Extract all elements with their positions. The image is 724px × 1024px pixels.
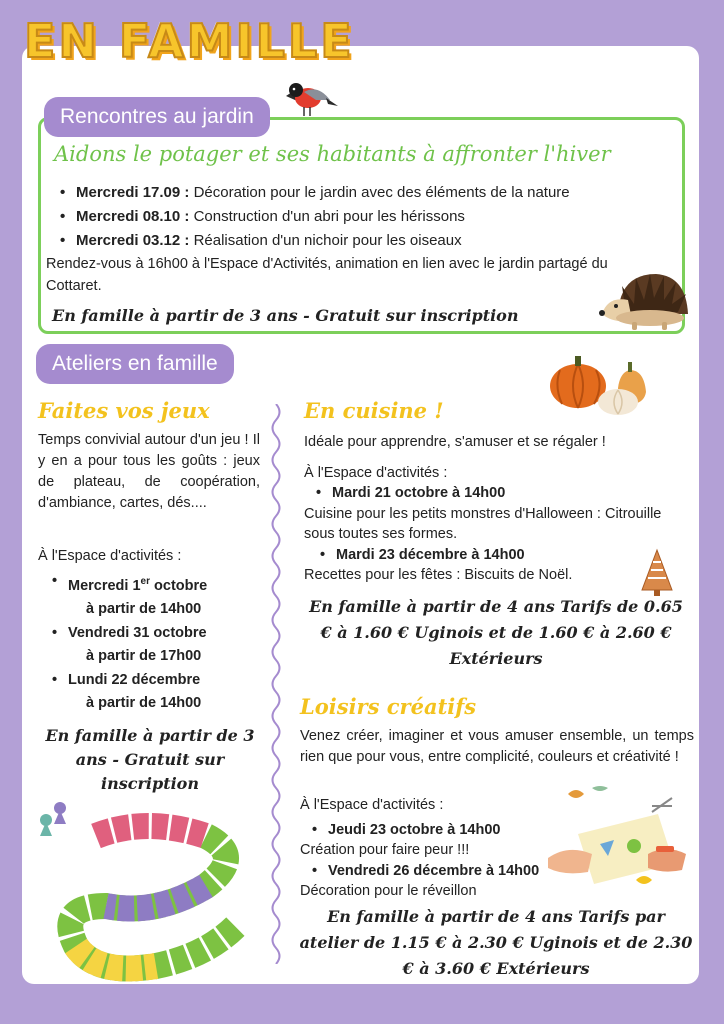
jeux-dates [50,570,260,716]
list-item: • Vendredi 31 octobre à partir de 17h00 [50,622,260,669]
jardin-rendezvous: Rendez-vous à 16h00 à l'Espace d'Activités, animation en lien avec le jardin partagé du Cottaret. [46,256,608,294]
loisirs-title: Loisirs créatifs [300,694,477,719]
jeux-location: À l'Espace d'activités : [38,548,182,564]
jeux-footer: En famille à partir de 3 ans - Gratuit sur inscription [45,726,255,793]
craft-hands-icon [548,784,688,894]
list-item: • Mercredi 17.09 : Décoration pour le jardin avec des éléments de la nature [58,181,658,205]
hedgehog-icon [598,266,690,332]
list-item: • Mardi 21 octobre à 14h00 [314,483,694,504]
loisirs-intro: Venez créer, imaginer et vous amuser ensemble, un temps rien que pour vous, entre complicité, couleurs et créativité ! [300,728,694,765]
list-item: • Lundi 22 décembre à partir de 14h00 [50,669,260,716]
jeux-title: Faites vos jeux [38,398,210,423]
list-item: • Jeudi 23 octobre à 14h00 [310,820,600,841]
list-item: • Mardi 23 décembre à 14h00 [318,545,694,566]
cuisine-title: En cuisine ! [304,398,444,423]
section-pill-jardin: Rencontres au jardin [44,97,270,137]
cuisine-footer: En famille à partir de 4 ans Tarifs de 0.65 € à 1.60 € Uginois et de 1.60 € à 2.60 € Extérieurs [309,597,683,668]
jardin-subtitle: Aidons le potager et ses habitants à affronter l'hiver [54,142,611,166]
loisirs-location: À l'Espace d'activités : [300,797,444,813]
list-item: • Mercredi 03.12 : Réalisation d'un nichoir pour les oiseaux [58,229,658,253]
cuisine-location: À l'Espace d'activités : [304,464,448,481]
jeux-intro: Temps convivial autour d'un jeu ! Il y en a pour tous les goûts : jeux de plateau, de coopération, d'ambiance, cartes, dés.... [38,432,260,511]
loisirs-desc-1: Création pour faire peur !!! [300,842,470,858]
bullfinch-bird-icon [282,74,338,120]
cuisine-desc-2: Recettes pour les fêtes : Biscuits de Noël. [304,567,573,583]
wavy-divider [268,404,284,964]
cuisine-desc-1: Cuisine pour les petits monstres d'Halloween : Citrouille sous toutes ses formes. [304,505,662,542]
loisirs-desc-2: Décoration pour le réveillon [300,883,477,899]
section-pill-ateliers: Ateliers en famille [36,344,234,384]
list-item: • Vendredi 26 décembre à 14h00 [310,861,600,882]
cuisine-body [304,432,694,586]
board-game-icon [36,796,256,986]
gingerbread-tree-icon [640,548,674,598]
loisirs-footer: En famille à partir de 4 ans Tarifs par atelier de 1.15 € à 2.30 € Uginois et de 2.30 € à 3.60 € Extérieurs [299,907,693,978]
cuisine-intro: Idéale pour apprendre, s'amuser et se régaler ! [304,434,606,450]
jardin-footer: En famille à partir de 3 ans - Gratuit sur inscription [52,306,519,325]
pumpkins-icon [548,350,658,416]
page-title: EN FAMILLE [24,14,355,68]
jardin-list [58,181,658,253]
list-item: • Mercredi 1er octobre à partir de 14h00 [50,570,260,622]
list-item: • Mercredi 08.10 : Construction d'un abri pour les hérissons [58,205,658,229]
